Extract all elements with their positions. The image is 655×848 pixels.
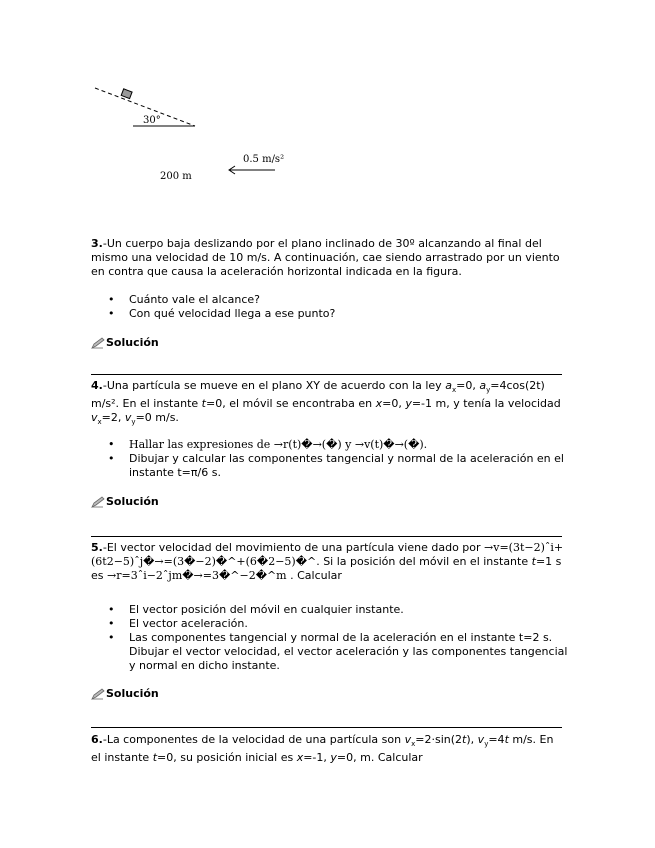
problem-5-questions [91,603,569,673]
problem-6-statement: 6.-La componentes de la velocidad de una partícula son $v_x=2\cdot\sin(2t)$, $v_y=4t$ m/s. En el instante t=0, su posición inicial es x=-1, y=0, m. Calcular [91,733,554,765]
problem-6-number: 6. [91,733,103,746]
problem-3-statement: 3.-Un cuerpo baja deslizando por el plano inclinado de 30º alcanzando al final del mismo una velocidad de 10 m/s. A continuación, cae siendo arrastrado por un viento en contra que causa la aceleración horizontal indicada en la figura. [91,237,560,278]
list-item: • El vector aceleración. [129,617,569,631]
list-item: • Hallar las expresiones de →r(t)�→(�) y →v(t)�→(�). [129,438,569,452]
divider [91,374,562,375]
problem-5-solution-link[interactable]: Solución [91,687,159,700]
distance-label: 200 m [160,171,192,182]
list-item: • Con qué velocidad llega a ese punto? [129,307,569,321]
sliding-block [121,89,132,99]
divider [91,727,562,728]
list-item: • Las componentes tangencial y normal de la aceleración en el instante t=2 s. Dibujar el vector velocidad, el vector aceleración y las componentes tangencial y normal en dicho instante. [129,631,569,673]
position-expression: →r=3ˆi−2ˆjm�→=3�^−2�^m [107,569,287,582]
problem-3-number: 3. [91,237,103,250]
list-item: • Cuánto vale el alcance? [129,293,569,307]
acceleration-label: 0.5 m/s² [243,154,285,165]
pencil-icon [91,496,105,508]
problem-5-number: 5. [91,541,103,554]
list-item: • Dibujar y calcular las componentes tangencial y normal de la aceleración en el instante t=π/6 s. [129,452,569,480]
angle-label: 30° [143,115,161,126]
problem-4-questions [91,438,569,480]
problem-3-solution-link[interactable]: Solución [91,336,159,349]
problem-4-statement: 4.-Una partícula se mueve en el plano XY de acuerdo con la ley $a_x=0$, $a_y=4\cos(2t)$ m/s². En el instante t=0, el móvil se encontraba en x=0, y=-1 m, y tenía la velocidad $v_x=2$, $v_y=0$ m/s. [91,379,561,427]
list-item: • El vector posición del móvil en cualquier instante. [129,603,569,617]
divider [91,536,562,537]
pencil-icon [91,337,105,349]
pencil-icon [91,688,105,700]
problem-4-number: 4. [91,379,103,392]
velocity-expression: →v=(3t−2)ˆi+(6t2−5)ˆj�→=(3�−2)�^+(6�2−5)�^ [91,541,564,568]
problem-5-statement: 5.-El vector velocidad del movimiento de una partícula viene dado por →v=(3t−2)ˆi+(6t2−5)ˆj�→=(3�−2)�^+(6�2−5)�^. Si la posición del móvil en el instante t=1 s es →r=3ˆi−2ˆjm�→=3�^−2�^m . Calcular [91,541,564,582]
inclined-plane-figure [85,80,315,190]
problem-4-solution-link[interactable]: Solución [91,495,159,508]
problem-3-questions [91,293,569,321]
